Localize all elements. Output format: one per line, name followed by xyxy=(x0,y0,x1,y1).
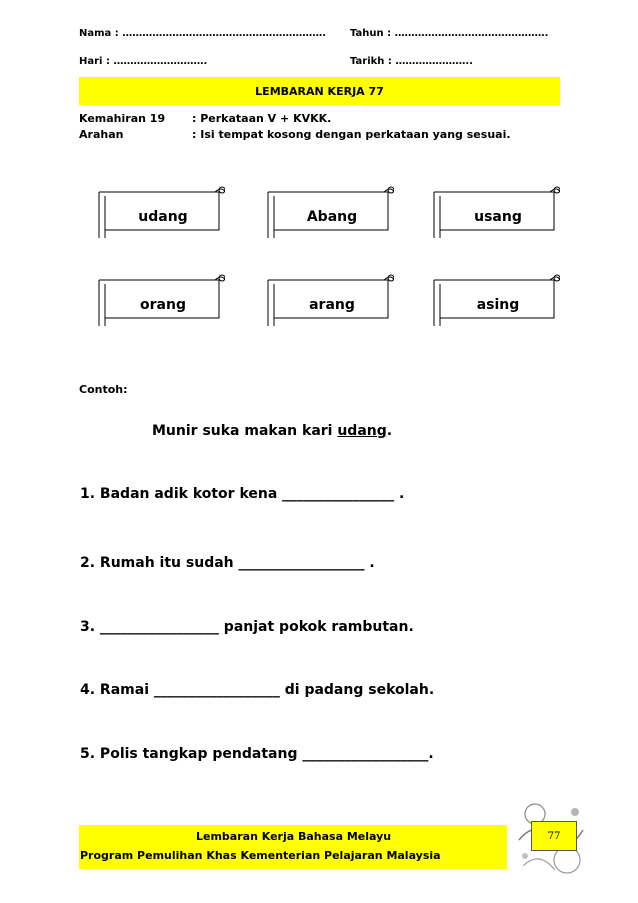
word-card xyxy=(262,184,394,242)
skill-label: Kemahiran 19 xyxy=(79,112,166,125)
instruction-label: Arahan xyxy=(79,128,124,141)
word-card xyxy=(93,272,225,330)
question-5: 5. Polis tangkap pendatang __________________. xyxy=(80,746,434,762)
word-card xyxy=(428,184,560,242)
example-label: Contoh: xyxy=(79,383,128,396)
skill-value: : Perkataan V + KVKK. xyxy=(192,112,332,125)
word-orang: orang xyxy=(140,297,186,313)
instruction-value: : Isi tempat kosong dengan perkataan yang sesuai. xyxy=(192,128,511,141)
word-udang: udang xyxy=(138,209,188,225)
page-number-badge: 77 xyxy=(531,821,577,851)
example-answer: udang xyxy=(337,423,387,439)
footer-title: Lembaran Kerja Bahasa Melayu xyxy=(196,830,392,843)
example-period: . xyxy=(386,423,393,439)
question-2: 2. Rumah itu sudah __________________ . xyxy=(80,555,375,571)
question-4: 4. Ramai __________________ di padang sekolah. xyxy=(80,682,435,698)
footer-band xyxy=(79,825,507,869)
date-field: Tarikh : ………………….. xyxy=(350,56,473,67)
example-sentence xyxy=(152,423,392,439)
word-usang: usang xyxy=(474,209,522,225)
example-text: Munir suka makan kari xyxy=(152,423,338,439)
word-card xyxy=(262,272,394,330)
word-card xyxy=(428,272,560,330)
question-1: 1. Badan adik kotor kena ________________ . xyxy=(80,486,405,502)
word-asing: asing xyxy=(476,297,520,313)
year-field: Tahun : ………………………………………. xyxy=(350,28,549,39)
worksheet-title: LEMBARAN KERJA 77 xyxy=(79,77,560,105)
question-3: 3. _________________ panjat pokok rambutan. xyxy=(80,619,414,635)
word-abang: Abang xyxy=(306,209,358,225)
name-field: Nama : ……………………………………………………. xyxy=(79,28,327,39)
word-arang: arang xyxy=(309,297,355,313)
word-card xyxy=(93,184,225,242)
day-field: Hari : ………………………. xyxy=(79,56,208,67)
footer-program: Program Pemulihan Khas Kementerian Pelajaran Malaysia xyxy=(80,849,441,862)
